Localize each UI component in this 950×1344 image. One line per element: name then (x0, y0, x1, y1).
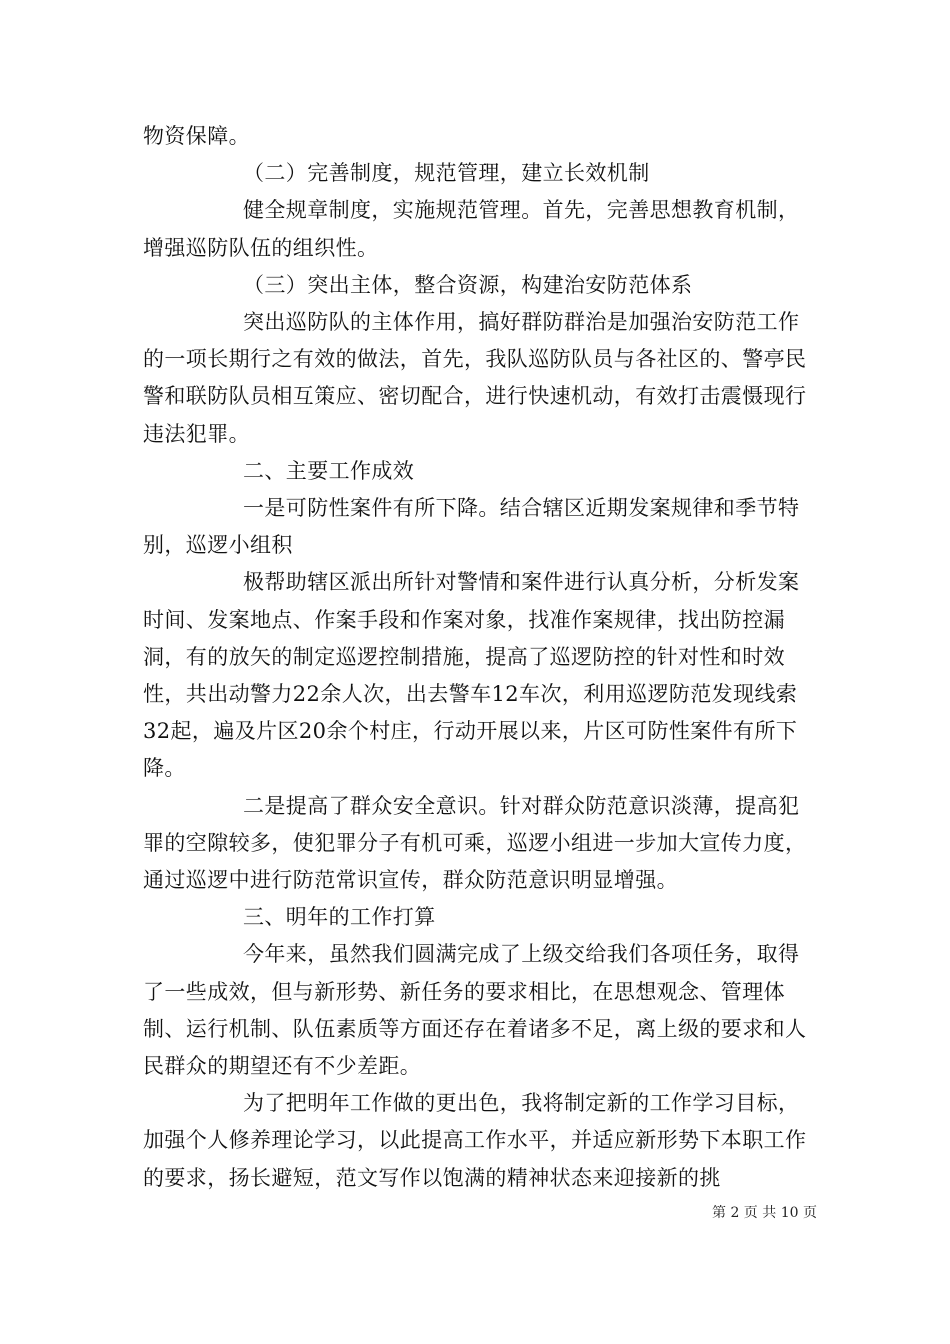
paragraph-continuation: 物资保障。 (143, 124, 250, 148)
paragraph: 为了把明年工作做的更出色，我将制定新的工作学习目标，加强个人修养理论学习，以此提高工作水平，并适应新形势下本职工作的要求，扬长避短，范文写作以饱满的精神状态来迎接新的挑 (143, 1091, 807, 1190)
document-body (143, 118, 813, 1197)
paragraph: 健全规章制度，实施规范管理。首先，完善思想教育机制，增强巡防队伍的组织性。 (143, 198, 800, 260)
paragraph: 突出巡防队的主体作用，搞好群防群治是加强治安防范工作的一项长期行之有效的做法，首先，我队巡防队员与各社区的、警亭民警和联防队员相互策应、密切配合，进行快速机动，有效打击震慑现行违法犯罪。 (143, 310, 807, 446)
page-number-footer: 第 2 页 共 10 页 (712, 1205, 817, 1221)
paragraph: 一是可防性案件有所下降。结合辖区近期发案规律和季节特别，巡逻小组积 (143, 496, 800, 558)
paragraph: 二是提高了群众安全意识。针对群众防范意识淡薄，提高犯罪的空隙较多，使犯罪分子有机可乘，巡逻小组进一步加大宣传力度，通过巡逻中进行防范常识宣传，群众防范意识明显增强。 (143, 793, 807, 893)
section-heading-main-results: 二、主要工作成效 (243, 458, 415, 483)
paragraph: 极帮助辖区派出所针对警情和案件进行认真分析，分析发案时间、发案地点、作案手段和作案对象，找准作案规律，找出防控漏洞，有的放矢的制定巡逻控制措施，提高了巡逻防控的针对性和时效性，共出动警力22余人次，出去警车12车次，利用巡逻防范发现线索32起，遍及片区20余个村庄，行动开展以来，片区可防性案件有所下降。 (143, 570, 800, 781)
section-heading-2: （二）完善制度，规范管理，建立长效机制 (243, 161, 650, 186)
paragraph: 今年来，虽然我们圆满完成了上级交给我们各项任务，取得了一些成效，但与新形势、新任务的要求相比，在思想观念、管理体制、运行机制、队伍素质等方面还存在着诸多不足，离上级的要求和人民群众的期望还有不少差距。 (143, 942, 807, 1079)
section-heading-next-year-plan: 三、明年的工作打算 (243, 905, 436, 930)
section-heading-3: （三）突出主体，整合资源，构建治安防范体系 (243, 272, 693, 297)
